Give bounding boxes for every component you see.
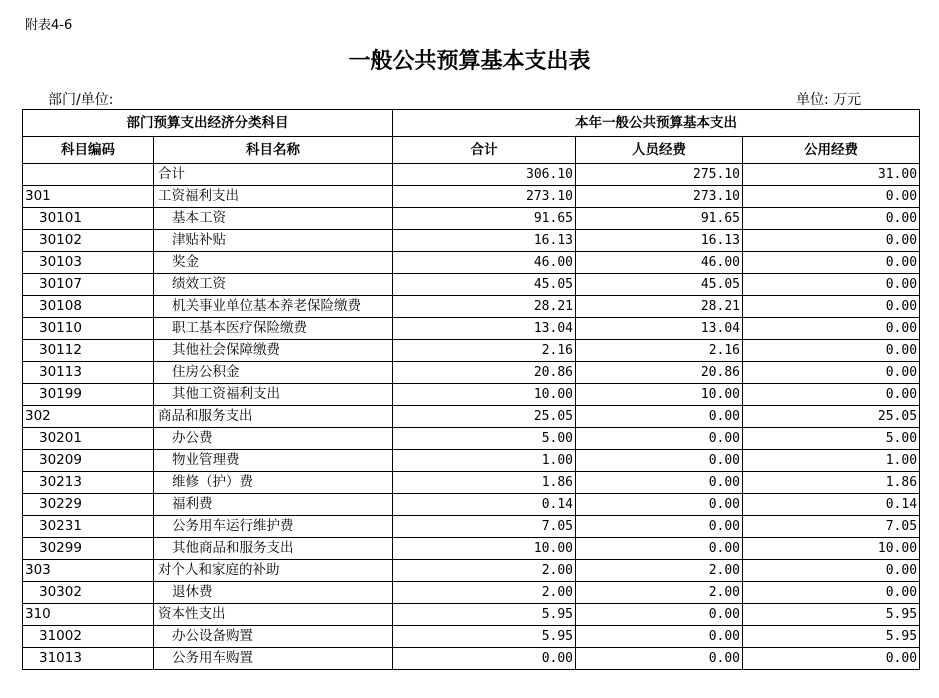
cell-code: 30302 [23,582,154,604]
cell-code: 30199 [23,384,154,406]
table-row [23,164,920,186]
cell-name: 公务用车购置 [154,648,393,670]
cell-total: 0.00 [393,648,576,670]
cell-total: 0.14 [393,494,576,516]
cell-total: 20.86 [393,362,576,384]
table-row [23,582,920,604]
cell-name: 住房公积金 [154,362,393,384]
cell-personnel: 91.65 [576,208,743,230]
column-header-row [23,137,920,164]
cell-public: 1.00 [743,450,920,472]
cell-total: 2.00 [393,582,576,604]
col-header-total: 合计 [393,137,576,164]
cell-public: 0.00 [743,230,920,252]
cell-code: 30112 [23,340,154,362]
cell-code: 30209 [23,450,154,472]
table-row [23,186,920,208]
table-row [23,538,920,560]
cell-name: 奖金 [154,252,393,274]
cell-public: 7.05 [743,516,920,538]
cell-personnel: 0.00 [576,494,743,516]
cell-code: 31002 [23,626,154,648]
cell-total: 13.04 [393,318,576,340]
cell-public: 0.00 [743,296,920,318]
cell-total: 91.65 [393,208,576,230]
cell-personnel: 273.10 [576,186,743,208]
cell-personnel: 28.21 [576,296,743,318]
cell-total: 46.00 [393,252,576,274]
expenditure-table [22,109,920,670]
table-row [23,274,920,296]
cell-name: 公务用车运行维护费 [154,516,393,538]
cell-personnel: 13.04 [576,318,743,340]
cell-public: 5.95 [743,626,920,648]
cell-name: 其他工资福利支出 [154,384,393,406]
cell-personnel: 20.86 [576,362,743,384]
cell-public: 25.05 [743,406,920,428]
cell-code: 30213 [23,472,154,494]
cell-public: 0.00 [743,362,920,384]
cell-name: 退休费 [154,582,393,604]
table-row [23,560,920,582]
cell-personnel: 0.00 [576,648,743,670]
cell-total: 16.13 [393,230,576,252]
cell-code: 30231 [23,516,154,538]
cell-personnel: 2.16 [576,340,743,362]
cell-code: 302 [23,406,154,428]
cell-total: 5.00 [393,428,576,450]
table-row [23,428,920,450]
attachment-label: 附表4-6 [25,18,73,33]
cell-code: 30299 [23,538,154,560]
cell-code: 31013 [23,648,154,670]
cell-total: 306.10 [393,164,576,186]
table-row [23,296,920,318]
cell-total: 25.05 [393,406,576,428]
cell-public: 0.00 [743,274,920,296]
group-header-right: 本年一般公共预算基本支出 [393,110,920,137]
table-row [23,648,920,670]
cell-total: 10.00 [393,538,576,560]
unit-label: 单位: 万元 [796,92,862,108]
col-header-personnel: 人员经费 [576,137,743,164]
cell-code: 30103 [23,252,154,274]
cell-public: 1.86 [743,472,920,494]
cell-total: 28.21 [393,296,576,318]
cell-total: 7.05 [393,516,576,538]
cell-name: 其他商品和服务支出 [154,538,393,560]
group-header-left: 部门预算支出经济分类科目 [23,110,393,137]
cell-personnel: 0.00 [576,428,743,450]
cell-code: 301 [23,186,154,208]
cell-public: 0.00 [743,384,920,406]
cell-name: 机关事业单位基本养老保险缴费 [154,296,393,318]
cell-personnel: 2.00 [576,560,743,582]
cell-personnel: 16.13 [576,230,743,252]
cell-public: 0.14 [743,494,920,516]
cell-total: 273.10 [393,186,576,208]
cell-public: 0.00 [743,340,920,362]
cell-total: 10.00 [393,384,576,406]
cell-name: 资本性支出 [154,604,393,626]
cell-name: 基本工资 [154,208,393,230]
table-row [23,362,920,384]
cell-personnel: 10.00 [576,384,743,406]
cell-code: 30102 [23,230,154,252]
table-row [23,494,920,516]
cell-code: 30229 [23,494,154,516]
cell-public: 0.00 [743,252,920,274]
cell-code: 30108 [23,296,154,318]
cell-total: 45.05 [393,274,576,296]
cell-public: 31.00 [743,164,920,186]
cell-public: 0.00 [743,560,920,582]
col-header-name: 科目名称 [154,137,393,164]
cell-name: 维修（护）费 [154,472,393,494]
cell-code [23,164,154,186]
cell-name: 对个人和家庭的补助 [154,560,393,582]
cell-total: 5.95 [393,626,576,648]
cell-name: 办公费 [154,428,393,450]
cell-code: 303 [23,560,154,582]
cell-code: 30110 [23,318,154,340]
cell-name: 合计 [154,164,393,186]
cell-personnel: 0.00 [576,472,743,494]
cell-code: 30113 [23,362,154,384]
cell-total: 1.86 [393,472,576,494]
cell-total: 2.00 [393,560,576,582]
cell-public: 5.00 [743,428,920,450]
table-row [23,472,920,494]
table-row [23,340,920,362]
cell-code: 30101 [23,208,154,230]
table-row [23,450,920,472]
table-row [23,384,920,406]
cell-public: 0.00 [743,582,920,604]
cell-personnel: 0.00 [576,626,743,648]
cell-code: 30201 [23,428,154,450]
cell-personnel: 275.10 [576,164,743,186]
cell-name: 职工基本医疗保险缴费 [154,318,393,340]
cell-public: 0.00 [743,318,920,340]
cell-public: 10.00 [743,538,920,560]
cell-total: 5.95 [393,604,576,626]
table-row [23,626,920,648]
table-row [23,516,920,538]
cell-code: 310 [23,604,154,626]
cell-public: 0.00 [743,208,920,230]
cell-name: 商品和服务支出 [154,406,393,428]
department-label: 部门/单位: [48,92,114,108]
cell-personnel: 0.00 [576,538,743,560]
cell-name: 其他社会保障缴费 [154,340,393,362]
cell-personnel: 0.00 [576,450,743,472]
cell-name: 绩效工资 [154,274,393,296]
cell-personnel: 2.00 [576,582,743,604]
cell-total: 2.16 [393,340,576,362]
cell-personnel: 0.00 [576,604,743,626]
cell-personnel: 45.05 [576,274,743,296]
col-header-public: 公用经费 [743,137,920,164]
cell-name: 办公设备购置 [154,626,393,648]
page-title: 一般公共预算基本支出表 [348,48,591,74]
cell-personnel: 0.00 [576,516,743,538]
cell-public: 0.00 [743,186,920,208]
cell-code: 30107 [23,274,154,296]
cell-name: 福利费 [154,494,393,516]
table-row [23,208,920,230]
cell-name: 工资福利支出 [154,186,393,208]
col-header-code: 科目编码 [23,137,154,164]
cell-name: 津贴补贴 [154,230,393,252]
group-header-row [23,110,920,137]
cell-public: 0.00 [743,648,920,670]
cell-name: 物业管理费 [154,450,393,472]
cell-personnel: 0.00 [576,406,743,428]
cell-total: 1.00 [393,450,576,472]
table-row [23,318,920,340]
table-row [23,604,920,626]
table-row [23,230,920,252]
cell-personnel: 46.00 [576,252,743,274]
cell-public: 5.95 [743,604,920,626]
table-row [23,406,920,428]
table-row [23,252,920,274]
